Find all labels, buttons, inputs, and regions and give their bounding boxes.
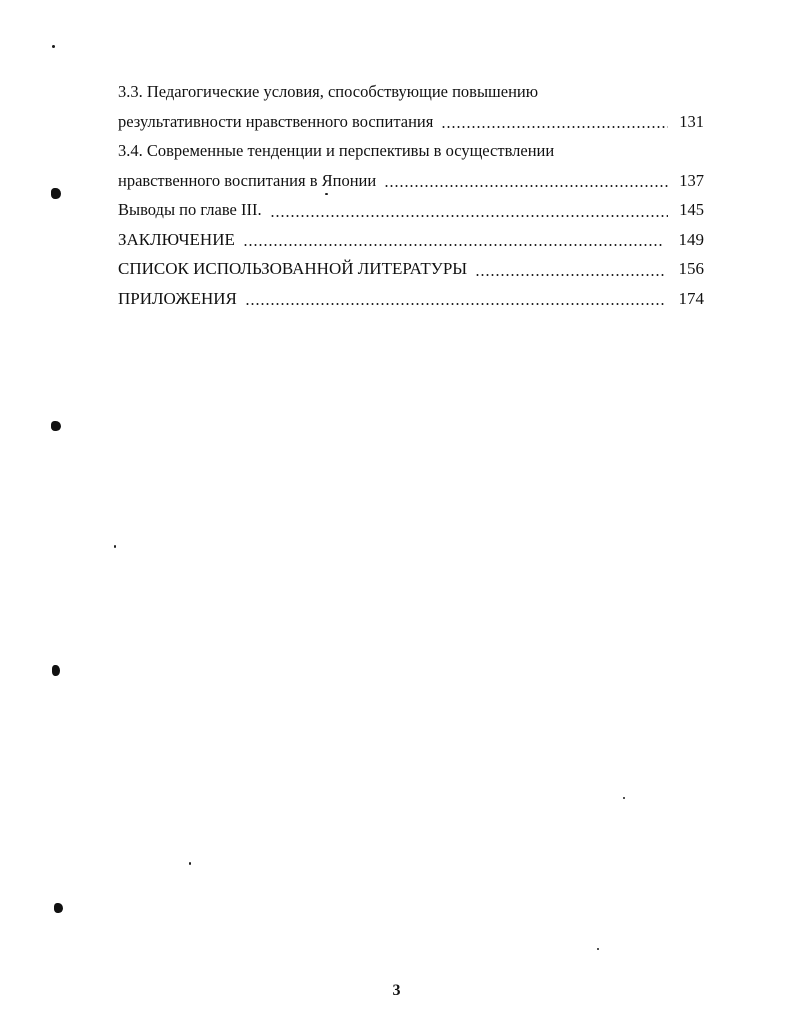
toc-entry-references — [118, 254, 704, 284]
dot-leader — [245, 303, 664, 305]
dot-leader — [243, 244, 664, 246]
scan-speck — [114, 545, 116, 548]
toc-page-number: 145 — [673, 195, 704, 225]
toc-entry-text: СПИСОК ИСПОЛЬЗОВАННОЙ ЛИТЕРАТУРЫ — [118, 259, 471, 278]
toc-entry-text: результативности нравственного воспитания — [118, 112, 437, 131]
toc-page-number: 156 — [673, 254, 705, 284]
scan-speck — [325, 193, 328, 195]
toc-page-number: 131 — [673, 107, 704, 137]
toc-entry-3-3-continuation — [118, 107, 704, 137]
dot-leader — [475, 274, 664, 276]
scan-speck — [52, 45, 55, 48]
scan-artifact — [51, 188, 61, 199]
toc-entry-3-3-title — [118, 77, 704, 107]
toc-entry-text: ПРИЛОЖЕНИЯ — [118, 289, 241, 308]
toc-entry-text: ЗАКЛЮЧЕНИЕ — [118, 230, 239, 249]
scan-artifact — [54, 903, 63, 913]
toc-entry-conclusion — [118, 225, 704, 255]
toc-page-number: 137 — [673, 166, 704, 196]
table-of-contents — [118, 77, 704, 313]
page-number: 3 — [392, 982, 401, 999]
toc-page-number: 149 — [673, 225, 705, 255]
scan-artifact — [52, 665, 60, 676]
toc-entry-text: 3.4. Современные тенденции и перспективы в осуществлении — [118, 141, 558, 160]
scan-speck — [189, 862, 191, 865]
toc-entry-chapter-3-conclusions — [118, 195, 704, 225]
toc-entry-text: нравственного воспитания в Японии — [118, 171, 380, 190]
toc-entry-3-4-continuation — [118, 166, 704, 196]
toc-page-number: 174 — [673, 284, 705, 314]
toc-entry-appendices — [118, 284, 704, 314]
toc-entry-3-4-title — [118, 136, 704, 166]
scan-speck — [597, 948, 599, 950]
scan-speck — [623, 797, 625, 799]
dot-leader — [384, 185, 668, 187]
dot-leader — [441, 126, 668, 128]
toc-entry-text: Выводы по главе III. — [118, 200, 266, 219]
toc-entry-text: 3.3. Педагогические условия, способствующие повышению — [118, 82, 542, 101]
scan-artifact — [51, 421, 61, 431]
dot-leader — [270, 215, 668, 217]
